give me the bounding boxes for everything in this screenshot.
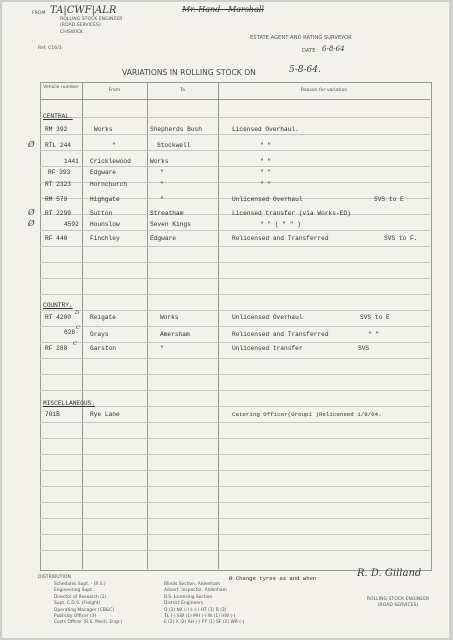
distribution-entry: Publicity Officer (3)	[54, 614, 97, 620]
from-line: (ROAD SERVICES)	[60, 23, 101, 29]
cell-reason: Unlicensed Overhaul	[232, 314, 303, 321]
to-line: ESTATE AGENT AND RATING SURVEYOR	[250, 35, 352, 41]
cell-from: Reigate	[90, 314, 116, 321]
distribution-entry: Supt. C.D.S. (Freight)	[54, 601, 101, 607]
distribution-entry: Q (2) NX (-) L (-) HT (1) R (2)	[164, 607, 227, 613]
cell-to: Works	[150, 158, 169, 165]
cell-to: "	[160, 345, 164, 352]
ruled-line	[40, 326, 430, 327]
distribution-list-left	[54, 582, 122, 627]
column-header-from: From	[108, 88, 121, 93]
cell-to: Works	[160, 314, 179, 321]
cell-vehicle: RM 392	[45, 126, 68, 133]
cell-from: Garston	[90, 345, 116, 352]
cell-from: "	[112, 142, 116, 149]
cell-vehicle: RT 2323	[45, 181, 71, 188]
header-divider	[40, 99, 430, 100]
vehicle-suffix: C	[76, 325, 80, 331]
cell-reason: " "	[260, 169, 272, 176]
cell-reason: " " ( " " )	[260, 221, 301, 228]
form-sheet	[2, 2, 449, 638]
cell-note: SVS	[358, 345, 370, 352]
ruled-line	[40, 486, 430, 487]
distribution-entry: Costs Officer (R.S. Mech. Engr.)	[54, 620, 123, 626]
cell-vehicle: RM 579	[45, 196, 68, 203]
distribution-entry: Director of Research (2)	[54, 594, 107, 600]
tyre-change-mark: Ø	[28, 219, 35, 228]
from-label: FROM	[32, 11, 46, 16]
cell-reason: Licensed Overhaul.	[232, 126, 299, 133]
ruled-line	[40, 150, 430, 151]
ruled-line	[40, 374, 430, 375]
date-label: DATE	[302, 48, 316, 54]
column-header-to: To	[180, 88, 185, 93]
cell-to: "	[160, 196, 164, 203]
ruled-line	[40, 454, 430, 455]
distribution-entry: R.S. Licensing Section	[164, 594, 213, 600]
title-date: 5-8-64.	[289, 65, 321, 75]
cell-from: Rye Lane	[90, 411, 120, 418]
ruled-line	[40, 294, 430, 295]
cell-vehicle: 4592	[64, 221, 79, 228]
ruled-line	[40, 342, 430, 343]
vehicle-suffix: D	[75, 310, 80, 316]
cell-note: " "	[368, 331, 380, 338]
signoff-line: ROLLING STOCK ENGINEER	[366, 597, 430, 602]
distribution-label: DISTRIBUTION	[38, 575, 71, 580]
cell-to: Edgware	[150, 235, 176, 242]
distribution-entry: Schedules Supt. - (R.S.)	[54, 582, 106, 587]
vehicle-suffix: C	[73, 341, 77, 347]
cell-reason: Licensed transfer (via Works-ED)	[232, 210, 351, 217]
signoff-line: (ROAD SERVICES)	[377, 603, 419, 609]
cell-vehicle: RT 4200	[45, 314, 71, 321]
ruled-line	[40, 550, 430, 551]
from-line: ROLLING STOCK ENGINEER	[60, 17, 123, 22]
section-heading-central: CENTRAL.	[43, 113, 73, 120]
distribution-entry: Blinds Section, Aldenham	[164, 582, 221, 587]
cell-note: SVS to F.	[384, 235, 418, 242]
cell-reason: Relicensed and Transferred	[232, 235, 329, 242]
cell-to: "	[160, 169, 164, 176]
cell-note: SVS to E	[360, 314, 390, 321]
cell-vehicle: RF 393	[48, 169, 71, 176]
date-value: 6-8-64	[322, 45, 345, 53]
ruled-line	[40, 262, 430, 263]
cell-from: Edgware	[90, 169, 116, 176]
cell-to: "	[160, 181, 164, 188]
column-header-reason: Reason for variation	[300, 88, 348, 93]
cell-reason: Relicensed and Transferred	[232, 331, 329, 338]
ruled-line	[40, 422, 430, 423]
cell-to: Streatham	[150, 210, 184, 217]
ruled-line	[40, 534, 430, 535]
distribution-entry: Engineering Supt.	[54, 588, 94, 594]
distribution-entry: TL (-) SW (1) MH (-) W (1) HW (-)	[164, 614, 236, 620]
handwritten-ref: TA|CWF|ALR	[50, 5, 117, 16]
cell-from: Hounslow	[90, 221, 120, 228]
cell-reason: " "	[260, 158, 272, 165]
cell-reason: " "	[260, 181, 272, 188]
ruled-line	[40, 390, 430, 391]
ruled-line	[40, 502, 430, 503]
cell-vehicle: RT 2299	[45, 210, 71, 217]
distribution-entry: Operating Manager (CB&C)	[54, 607, 114, 613]
column-header-vehicle: Vehicle number	[43, 85, 79, 90]
from-block	[60, 17, 122, 36]
cell-vehicle: RTL 244	[45, 142, 71, 149]
ruled-line	[40, 518, 430, 519]
section-heading-country: COUNTRY.	[43, 302, 73, 309]
distribution-list-mid	[164, 582, 244, 627]
cell-vehicle: RF 288	[45, 345, 68, 352]
cell-from: Hornchurch	[90, 181, 128, 188]
cell-to: Shepherds Bush	[150, 126, 202, 133]
distribution-entry: District Engineers	[164, 601, 204, 607]
page-title: VARIATIONS IN ROLLING STOCK ON	[122, 68, 256, 77]
ruled-line	[40, 230, 430, 231]
ruled-line	[40, 438, 430, 439]
cell-reason: Catering Officer(Group1 )Relicensed 1/8/64.	[232, 411, 382, 418]
cell-from: Finchley	[90, 235, 120, 242]
signature: R. D. Gilland	[357, 568, 422, 579]
tyre-change-mark: Ø	[28, 140, 35, 149]
cell-note: SVS to E	[374, 196, 404, 203]
reference: Ref. C16/3.	[38, 46, 63, 51]
from-line: CHISWICK	[60, 29, 84, 35]
distribution-entry: Advert. Inspector, Aldenham	[164, 588, 227, 594]
cell-from: Sutton	[90, 210, 113, 217]
signoff-block	[348, 597, 448, 610]
ruled-line	[40, 166, 430, 167]
tyre-change-mark: Ø	[28, 208, 35, 217]
cell-to: Seven Kings	[150, 221, 191, 228]
ruled-line	[40, 406, 430, 407]
cell-reason: Unlicensed transfer	[232, 345, 303, 352]
tyre-change-note: Ø Change tyres as and when	[229, 575, 317, 582]
cell-from: Highgate	[90, 196, 120, 203]
cell-vehicle: 701B	[45, 411, 60, 418]
cell-vehicle: 628	[64, 329, 76, 336]
cell-to: Amersham	[160, 331, 190, 338]
ruled-line	[40, 117, 430, 118]
cell-reason: Unlicensed Overhaul	[232, 196, 303, 203]
ruled-line	[40, 246, 430, 247]
cell-vehicle: RF 440	[45, 235, 68, 242]
ruled-line	[40, 310, 430, 311]
cell-vehicle: 1441	[64, 158, 79, 165]
section-heading-miscellaneous: MISCELLANEOUS.	[43, 400, 95, 407]
cell-from: Works	[94, 126, 113, 133]
ruled-line	[40, 134, 430, 135]
cell-reason: " "	[260, 142, 272, 149]
ruled-line	[40, 358, 430, 359]
handwritten-name: Mr. Hand - Marshall	[182, 5, 264, 14]
distribution-entry: E (2) X (2) AH (-) FY (1) SF (2) WR (-)	[164, 620, 245, 626]
cell-from: Grays	[90, 331, 109, 338]
cell-from: Cricklewood	[90, 158, 131, 165]
cell-to: Stockwell	[157, 142, 191, 149]
ruled-line	[40, 470, 430, 471]
ruled-line	[40, 278, 430, 279]
